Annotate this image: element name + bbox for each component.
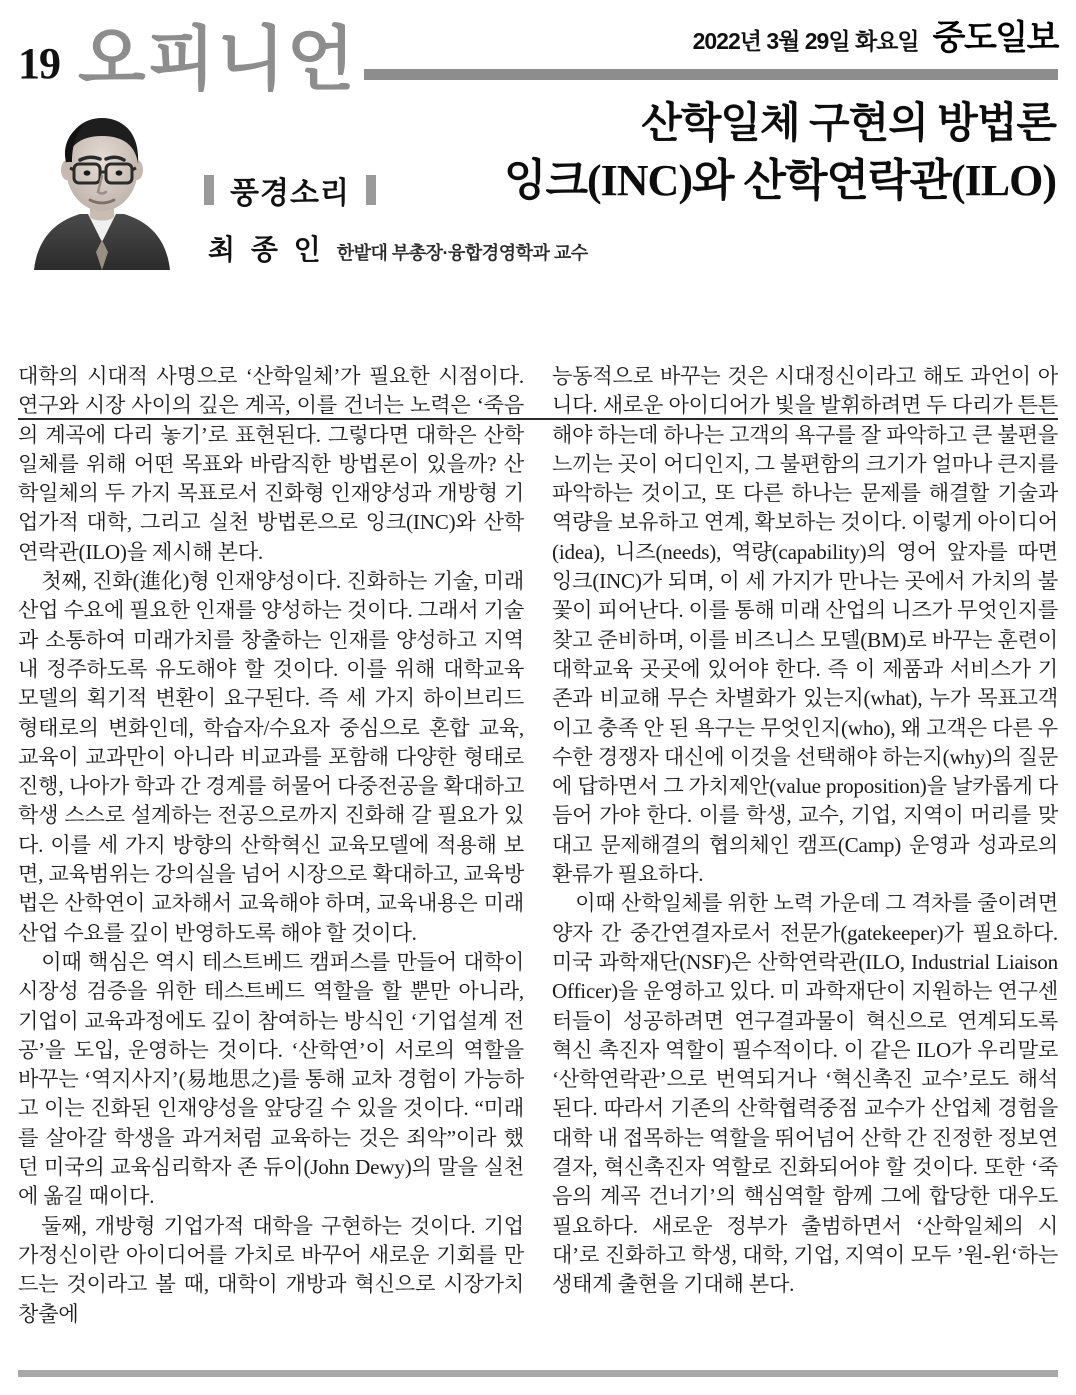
headline [504,98,1056,210]
paragraph: 능동적으로 바꾸는 것은 시대정신이라고 해도 과언이 아니다. 새로운 아이디어가 빛을 발휘하려면 두 다리가 튼튼해야 하는데 하나는 고객의 욕구를 잘 파악하고 큰 불편을 느끼는 곳이 어디인지, 그 불편함의 크기가 얼마나 큰지를 파악하는 것이고, 또 다른 하나는 문제를 해결할 기술과 역량을 보유하고 연계, 확보하는 것이다. 이렇게 아이디어(idea), 니즈(needs), 역량(capability)의 영어 앞자를 따면 잉크(INC)가 되며, 이 세 가지가 만나는 곳에서 가치의 불꽃이 피어난다. 이를 통해 미래 산업의 니즈가 무엇인지를 찾고 준비하며, 이를 비즈니스 모델(BM)로 바꾸는 훈련이 대학교육 곳곳에 있어야 한다. 즉 이 제품과 서비스가 기존과 비교해 무슨 차별화가 있는지(what), 누가 목표고객 이고 충족 안 된 욕구는 무엇인지(who), 왜 고객은 다른 우수한 경쟁자 대신에 이것을 선택해야 하는지(why)의 질문에 답하면서 그 가치제안(value proposition)을 날카롭게 다듬어 가야 한다. 이를 학생, 교수, 기업, 지역이 머리를 맞대고 문제해결의 협의체인 캠프(Camp) 운영과 성과로의 환류가 필요하다. [552,364,1058,887]
brand-bar-left-icon [204,175,214,205]
footer-rule [18,1370,1058,1377]
masthead-divider-rule [364,69,1058,80]
paragraph: 둘째, 개방형 기업가적 대학을 구현하는 것이다. 기업가정신이란 아이디어를 가치로 바꾸어 새로운 기회를 만드는 것이라고 볼 때, 대학이 개방과 혁신으로 시장가치 창출에 [18,1213,524,1326]
paragraph: 대학의 시대적 사명으로 ‘산학일체’가 필요한 시점이다. 연구와 시장 사이의 깊은 계곡, 이를 건너는 노력은 ‘죽음의 계곡에 다리 놓기’로 표현된다. 그렇다면 대학은 산학일체를 위해 어떤 목표와 바람직한 방법론이 있을까? 산학일체의 두 가지 목표로서 진화형 인재양성과 개방형 기업가적 대학, 그리고 실천 방법론으로 잉크(INC)와 산학연락관(ILO)을 제시해 본다. [18,364,524,564]
headline-line-1: 산학일체 구현의 방법론 [641,101,1056,147]
portrait-graphic [26,102,178,270]
masthead-right-group [693,10,1058,59]
article-body [18,362,1058,1353]
section-title: 오피니언 [78,20,357,98]
headline-line-2: 잉크(INC)와 산학연락관(ILO) [503,155,1056,205]
brand-bar-right-icon [366,175,376,205]
byline [208,228,588,268]
author-name: 최 종 인 [208,234,325,265]
column-brand [204,168,376,212]
author-affiliation: 한밭대 부총장·융합경영학과 교수 [336,243,588,263]
author-portrait-photo [26,102,178,270]
column-brand-label: 풍경소리 [230,177,350,210]
page-number: 19 [18,39,60,88]
body-column-right [552,362,1058,1353]
issue-date: 2022년 3월 29일 화요일 [692,28,919,54]
paragraph: 이때 산학일체를 위한 노력 가운데 그 격차를 줄이려면 양자 간 중간연결자로서 전문가(gatekeeper)가 필요하다. 미국 과학재단(NSF)은 산학연락관(ILO, Industrial Liaison Officer)을 운영하고 있다. 미 과학재단이 지원하는 연구센터들이 성공하려면 연구결과물이 혁신으로 연계되도록 혁신 촉진자 역할이 필수적이다. 이 같은 ILO가 우리말로 ‘산학연락관’으로 번역되거나 ‘혁신촉진 교수’로도 해석된다. 따라서 기존의 산학협력중점 교수가 산업체 경험을 대학 내 접목하는 역할을 뛰어넘어 산학 간 진정한 정보연결자, 혁신촉진자 역할로 진화되어야 할 것이다. 또한 ‘죽음의 계곡 건너기’의 핵심역할 함께 그에 합당한 대우도 필요하다. 새로운 정부가 출범하면서 ‘산학일체의 시대’로 진화하고 학생, 대학, 기업, 지역이 모두 ’원-윈‘하는 생태계 출현을 기대해 본다. [552,891,1058,1297]
masthead [18,0,1058,96]
article-header [18,96,1058,324]
paragraph: 이때 핵심은 역시 테스트베드 캠퍼스를 만들어 대학이 시장성 검증을 위한 테스트베드 역할을 할 뿐만 아니라, 기업이 교육과정에도 깊이 참여하는 방식인 ‘기업설계 전공’을 도입, 운영하는 것이다. ‘산학연’이 서로의 역할을 바꾸는 ‘역지사지’(易地思之)를 통해 교차 경험이 가능하고 이는 진화된 인재양성을 앞당길 수 있을 것이다. “미래를 살아갈 학생을 과거처럼 교육하는 것은 죄악”이라 했던 미국의 교육심리학자 존 듀이(John Dewy)의 말을 실천에 옮길 때이다. [18,949,524,1209]
masthead-left-group [18,20,357,98]
newspaper-title: 중도일보 [932,19,1058,57]
paragraph: 첫째, 진화(進化)형 인재양성이다. 진화하는 기술, 미래 산업 수요에 필요한 인재를 양성하는 것이다. 그래서 기술과 소통하여 미래가치를 창출하는 인재를 양성하고 지역 내 정주하도록 유도해야 할 것이다. 이를 위해 대학교육 모델의 획기적 변환이 요구된다. 즉 세 가지 하이브리드 형태로의 변화인데, 학습자/수요자 중심으로 혼합 교육, 교육이 교과만이 아니라 비교과를 포함해 다양한 형태로 진행, 나아가 학과 간 경계를 허물어 다중전공을 확대하고 학생 스스로 설계하는 전공으로까지 진화해 갈 필요가 있다. 이를 세 가지 방향의 산학혁신 교육모델에 적용해 보면, 교육범위는 강의실을 넘어 시장으로 확대하고, 교육방법은 산학연이 교차해서 교육해야 하며, 교육내용은 미래 산업 수요를 깊이 반영하도록 해야 할 것이다. [18,569,524,945]
body-column-left [18,362,524,1353]
